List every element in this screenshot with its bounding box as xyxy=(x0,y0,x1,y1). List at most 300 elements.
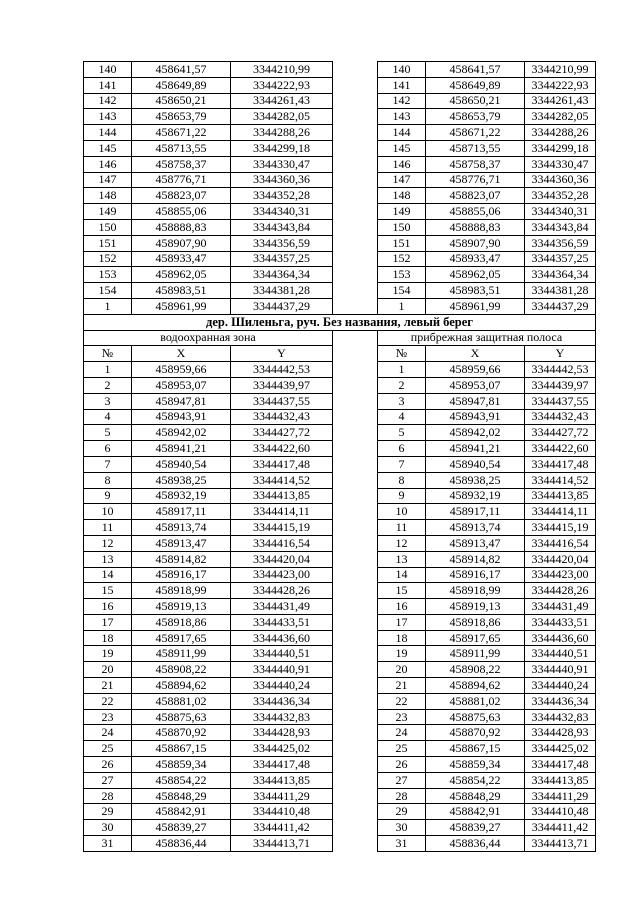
left-y-coordinate: 3344411,29 xyxy=(231,788,333,804)
left-x-coordinate: 458641,57 xyxy=(132,62,231,78)
right-point-number: 146 xyxy=(378,156,426,172)
column-gap xyxy=(333,409,378,425)
left-x-coordinate: 458917,11 xyxy=(132,504,231,520)
right-x-coordinate: 458641,57 xyxy=(426,62,525,78)
right-x-coordinate: 458758,37 xyxy=(426,156,525,172)
left-number-header: № xyxy=(84,346,132,362)
right-y-coordinate: 3344428,93 xyxy=(525,725,596,741)
left-point-number: 30 xyxy=(84,820,132,836)
right-y-coordinate: 3344410,48 xyxy=(525,804,596,820)
right-number-header: № xyxy=(378,346,426,362)
left-y-header: Y xyxy=(231,346,333,362)
column-gap xyxy=(333,172,378,188)
right-x-coordinate: 458918,99 xyxy=(426,583,525,599)
right-y-coordinate: 3344299,18 xyxy=(525,140,596,156)
right-point-number: 18 xyxy=(378,630,426,646)
left-x-coordinate: 458938,25 xyxy=(132,472,231,488)
right-y-coordinate: 3344414,11 xyxy=(525,504,596,520)
right-y-coordinate: 3344423,00 xyxy=(525,567,596,583)
left-point-number: 18 xyxy=(84,630,132,646)
right-x-coordinate: 458918,86 xyxy=(426,614,525,630)
right-x-coordinate: 458875,63 xyxy=(426,709,525,725)
left-y-coordinate: 3344425,02 xyxy=(231,741,333,757)
column-gap xyxy=(333,772,378,788)
right-y-coordinate: 3344381,28 xyxy=(525,283,596,299)
right-y-coordinate: 3344413,71 xyxy=(525,836,596,852)
right-point-number: 150 xyxy=(378,219,426,235)
left-x-coordinate: 458913,74 xyxy=(132,520,231,536)
column-gap xyxy=(333,741,378,757)
right-x-coordinate: 458836,44 xyxy=(426,836,525,852)
left-y-coordinate: 3344437,29 xyxy=(231,298,333,314)
left-y-coordinate: 3344261,43 xyxy=(231,93,333,109)
coordinates-table-body xyxy=(84,62,596,852)
zone-titles-row xyxy=(84,330,596,346)
left-y-coordinate: 3344433,51 xyxy=(231,614,333,630)
left-x-coordinate: 458932,19 xyxy=(132,488,231,504)
table-row xyxy=(84,678,596,694)
right-y-coordinate: 3344439,97 xyxy=(525,377,596,393)
right-x-coordinate: 458823,07 xyxy=(426,188,525,204)
right-x-coordinate: 458911,99 xyxy=(426,646,525,662)
right-y-coordinate: 3344420,04 xyxy=(525,551,596,567)
left-point-number: 19 xyxy=(84,646,132,662)
left-point-number: 6 xyxy=(84,441,132,457)
left-y-coordinate: 3344422,60 xyxy=(231,441,333,457)
column-gap xyxy=(333,425,378,441)
right-point-number: 153 xyxy=(378,267,426,283)
right-x-coordinate: 458962,05 xyxy=(426,267,525,283)
left-point-number: 29 xyxy=(84,804,132,820)
column-gap xyxy=(333,298,378,314)
column-gap xyxy=(333,330,378,346)
table-row xyxy=(84,125,596,141)
column-gap xyxy=(333,204,378,220)
table-row xyxy=(84,551,596,567)
table-row xyxy=(84,520,596,536)
table-row xyxy=(84,535,596,551)
right-point-number: 1 xyxy=(378,362,426,378)
column-gap xyxy=(333,472,378,488)
right-x-coordinate: 458671,22 xyxy=(426,125,525,141)
left-y-coordinate: 3344416,54 xyxy=(231,535,333,551)
right-point-number: 140 xyxy=(378,62,426,78)
table-row xyxy=(84,62,596,78)
left-y-coordinate: 3344413,85 xyxy=(231,772,333,788)
left-point-number: 154 xyxy=(84,283,132,299)
right-point-number: 31 xyxy=(378,836,426,852)
column-gap xyxy=(333,646,378,662)
right-x-coordinate: 458855,06 xyxy=(426,204,525,220)
table-row xyxy=(84,630,596,646)
column-gap xyxy=(333,709,378,725)
left-point-number: 16 xyxy=(84,599,132,615)
left-point-number: 142 xyxy=(84,93,132,109)
left-y-coordinate: 3344210,99 xyxy=(231,62,333,78)
right-x-coordinate: 458649,89 xyxy=(426,77,525,93)
right-x-coordinate: 458959,66 xyxy=(426,362,525,378)
right-x-coordinate: 458940,54 xyxy=(426,456,525,472)
column-gap xyxy=(333,488,378,504)
column-gap xyxy=(333,235,378,251)
left-y-coordinate: 3344414,11 xyxy=(231,504,333,520)
left-y-coordinate: 3344432,43 xyxy=(231,409,333,425)
right-x-coordinate: 458953,07 xyxy=(426,377,525,393)
right-y-coordinate: 3344440,51 xyxy=(525,646,596,662)
right-point-number: 13 xyxy=(378,551,426,567)
left-x-coordinate: 458908,22 xyxy=(132,662,231,678)
right-y-coordinate: 3344282,05 xyxy=(525,109,596,125)
left-y-coordinate: 3344436,34 xyxy=(231,693,333,709)
left-point-number: 4 xyxy=(84,409,132,425)
column-gap xyxy=(333,251,378,267)
right-point-number: 7 xyxy=(378,456,426,472)
column-gap xyxy=(333,125,378,141)
right-y-coordinate: 3344413,85 xyxy=(525,488,596,504)
right-point-number: 5 xyxy=(378,425,426,441)
left-x-coordinate: 458918,99 xyxy=(132,583,231,599)
right-x-coordinate: 458653,79 xyxy=(426,109,525,125)
left-x-coordinate: 458894,62 xyxy=(132,678,231,694)
left-x-coordinate: 458776,71 xyxy=(132,172,231,188)
left-y-coordinate: 3344440,91 xyxy=(231,662,333,678)
left-y-coordinate: 3344423,00 xyxy=(231,567,333,583)
left-x-coordinate: 458653,79 xyxy=(132,109,231,125)
left-y-coordinate: 3344222,93 xyxy=(231,77,333,93)
left-y-coordinate: 3344340,31 xyxy=(231,204,333,220)
right-y-coordinate: 3344364,34 xyxy=(525,267,596,283)
left-y-coordinate: 3344437,55 xyxy=(231,393,333,409)
right-y-coordinate: 3344411,29 xyxy=(525,788,596,804)
right-y-coordinate: 3344428,26 xyxy=(525,583,596,599)
right-x-coordinate: 458650,21 xyxy=(426,93,525,109)
left-y-coordinate: 3344343,84 xyxy=(231,219,333,235)
right-point-number: 8 xyxy=(378,472,426,488)
left-point-number: 23 xyxy=(84,709,132,725)
right-y-coordinate: 3344415,19 xyxy=(525,520,596,536)
column-gap xyxy=(333,804,378,820)
left-y-coordinate: 3344440,51 xyxy=(231,646,333,662)
left-point-number: 153 xyxy=(84,267,132,283)
right-point-number: 11 xyxy=(378,520,426,536)
left-x-coordinate: 458918,86 xyxy=(132,614,231,630)
table-row xyxy=(84,425,596,441)
table-row xyxy=(84,409,596,425)
column-gap xyxy=(333,219,378,235)
column-gap xyxy=(333,614,378,630)
table-row xyxy=(84,504,596,520)
right-y-coordinate: 3344416,54 xyxy=(525,535,596,551)
right-y-coordinate: 3344360,36 xyxy=(525,172,596,188)
table-row xyxy=(84,362,596,378)
left-x-coordinate: 458823,07 xyxy=(132,188,231,204)
column-gap xyxy=(333,725,378,741)
left-y-coordinate: 3344288,26 xyxy=(231,125,333,141)
left-y-coordinate: 3344417,48 xyxy=(231,456,333,472)
table-row xyxy=(84,772,596,788)
right-y-coordinate: 3344431,49 xyxy=(525,599,596,615)
column-gap xyxy=(333,140,378,156)
right-y-coordinate: 3344436,34 xyxy=(525,693,596,709)
right-y-coordinate: 3344352,28 xyxy=(525,188,596,204)
left-x-coordinate: 458914,82 xyxy=(132,551,231,567)
right-point-number: 142 xyxy=(378,93,426,109)
left-y-coordinate: 3344299,18 xyxy=(231,140,333,156)
left-x-coordinate: 458911,99 xyxy=(132,646,231,662)
right-y-header: Y xyxy=(525,346,596,362)
left-y-coordinate: 3344427,72 xyxy=(231,425,333,441)
right-point-number: 22 xyxy=(378,693,426,709)
table-row xyxy=(84,77,596,93)
left-y-coordinate: 3344428,93 xyxy=(231,725,333,741)
left-x-coordinate: 458941,21 xyxy=(132,441,231,457)
coordinates-document xyxy=(83,61,595,852)
right-point-number: 29 xyxy=(378,804,426,820)
right-y-coordinate: 3344330,47 xyxy=(525,156,596,172)
left-y-coordinate: 3344356,59 xyxy=(231,235,333,251)
right-x-coordinate: 458854,22 xyxy=(426,772,525,788)
left-y-coordinate: 3344352,28 xyxy=(231,188,333,204)
right-point-number: 3 xyxy=(378,393,426,409)
left-point-number: 22 xyxy=(84,693,132,709)
left-point-number: 147 xyxy=(84,172,132,188)
left-x-coordinate: 458913,47 xyxy=(132,535,231,551)
column-gap xyxy=(333,109,378,125)
left-x-coordinate: 458881,02 xyxy=(132,693,231,709)
table-row xyxy=(84,219,596,235)
column-gap xyxy=(333,77,378,93)
column-gap xyxy=(333,678,378,694)
left-y-coordinate: 3344428,26 xyxy=(231,583,333,599)
left-x-coordinate: 458942,02 xyxy=(132,425,231,441)
right-x-coordinate: 458913,74 xyxy=(426,520,525,536)
left-x-coordinate: 458758,37 xyxy=(132,156,231,172)
left-point-number: 26 xyxy=(84,757,132,773)
table-row xyxy=(84,820,596,836)
table-row xyxy=(84,188,596,204)
left-point-number: 151 xyxy=(84,235,132,251)
column-gap xyxy=(333,662,378,678)
table-row xyxy=(84,156,596,172)
column-gap xyxy=(333,283,378,299)
left-x-coordinate: 458713,55 xyxy=(132,140,231,156)
table-row xyxy=(84,725,596,741)
column-gap xyxy=(333,188,378,204)
right-y-coordinate: 3344432,43 xyxy=(525,409,596,425)
left-x-coordinate: 458953,07 xyxy=(132,377,231,393)
column-gap xyxy=(333,504,378,520)
left-point-number: 28 xyxy=(84,788,132,804)
left-y-coordinate: 3344420,04 xyxy=(231,551,333,567)
left-x-header: X xyxy=(132,346,231,362)
column-gap xyxy=(333,551,378,567)
column-gap xyxy=(333,362,378,378)
left-x-coordinate: 458943,91 xyxy=(132,409,231,425)
table-row xyxy=(84,109,596,125)
right-y-coordinate: 3344417,48 xyxy=(525,757,596,773)
column-gap xyxy=(333,456,378,472)
right-x-coordinate: 458894,62 xyxy=(426,678,525,694)
left-point-number: 5 xyxy=(84,425,132,441)
right-x-coordinate: 458713,55 xyxy=(426,140,525,156)
column-gap xyxy=(333,62,378,78)
table-row xyxy=(84,140,596,156)
right-x-coordinate: 458870,92 xyxy=(426,725,525,741)
right-point-number: 6 xyxy=(378,441,426,457)
table-row xyxy=(84,267,596,283)
right-y-coordinate: 3344343,84 xyxy=(525,219,596,235)
right-point-number: 20 xyxy=(378,662,426,678)
right-x-coordinate: 458842,91 xyxy=(426,804,525,820)
left-x-coordinate: 458848,29 xyxy=(132,788,231,804)
right-zone-title: прибрежная защитная полоса xyxy=(378,330,596,346)
right-y-coordinate: 3344440,91 xyxy=(525,662,596,678)
right-point-number: 9 xyxy=(378,488,426,504)
right-point-number: 4 xyxy=(378,409,426,425)
column-gap xyxy=(333,535,378,551)
table-row xyxy=(84,788,596,804)
right-x-header: X xyxy=(426,346,525,362)
right-y-coordinate: 3344417,48 xyxy=(525,456,596,472)
right-x-coordinate: 458916,17 xyxy=(426,567,525,583)
column-gap xyxy=(333,441,378,457)
table-row xyxy=(84,283,596,299)
right-y-coordinate: 3344436,60 xyxy=(525,630,596,646)
table-row xyxy=(84,567,596,583)
right-x-coordinate: 458888,83 xyxy=(426,219,525,235)
right-x-coordinate: 458917,11 xyxy=(426,504,525,520)
left-y-coordinate: 3344415,19 xyxy=(231,520,333,536)
left-point-number: 21 xyxy=(84,678,132,694)
left-point-number: 13 xyxy=(84,551,132,567)
left-x-coordinate: 458839,27 xyxy=(132,820,231,836)
left-point-number: 146 xyxy=(84,156,132,172)
left-point-number: 140 xyxy=(84,62,132,78)
column-gap xyxy=(333,630,378,646)
table-row xyxy=(84,456,596,472)
right-y-coordinate: 3344437,29 xyxy=(525,298,596,314)
left-point-number: 24 xyxy=(84,725,132,741)
right-y-coordinate: 3344288,26 xyxy=(525,125,596,141)
section-title: дер. Шиленьга, руч. Без названия, левый берег xyxy=(84,314,596,330)
column-gap xyxy=(333,693,378,709)
left-point-number: 31 xyxy=(84,836,132,852)
right-x-coordinate: 458917,65 xyxy=(426,630,525,646)
right-point-number: 147 xyxy=(378,172,426,188)
right-y-coordinate: 3344414,52 xyxy=(525,472,596,488)
left-point-number: 20 xyxy=(84,662,132,678)
right-x-coordinate: 458914,82 xyxy=(426,551,525,567)
left-point-number: 25 xyxy=(84,741,132,757)
right-point-number: 19 xyxy=(378,646,426,662)
right-x-coordinate: 458938,25 xyxy=(426,472,525,488)
right-point-number: 21 xyxy=(378,678,426,694)
left-point-number: 145 xyxy=(84,140,132,156)
right-x-coordinate: 458907,90 xyxy=(426,235,525,251)
left-x-coordinate: 458842,91 xyxy=(132,804,231,820)
left-x-coordinate: 458671,22 xyxy=(132,125,231,141)
right-point-number: 28 xyxy=(378,788,426,804)
left-x-coordinate: 458867,15 xyxy=(132,741,231,757)
left-point-number: 141 xyxy=(84,77,132,93)
left-y-coordinate: 3344439,97 xyxy=(231,377,333,393)
right-y-coordinate: 3344357,25 xyxy=(525,251,596,267)
right-y-coordinate: 3344433,51 xyxy=(525,614,596,630)
left-y-coordinate: 3344440,24 xyxy=(231,678,333,694)
left-y-coordinate: 3344414,52 xyxy=(231,472,333,488)
left-y-coordinate: 3344410,48 xyxy=(231,804,333,820)
right-point-number: 17 xyxy=(378,614,426,630)
right-x-coordinate: 458943,91 xyxy=(426,409,525,425)
left-x-coordinate: 458983,51 xyxy=(132,283,231,299)
left-y-coordinate: 3344417,48 xyxy=(231,757,333,773)
column-gap xyxy=(333,788,378,804)
table-row xyxy=(84,836,596,852)
table-row xyxy=(84,393,596,409)
right-y-coordinate: 3344411,42 xyxy=(525,820,596,836)
table-row xyxy=(84,172,596,188)
column-gap xyxy=(333,599,378,615)
right-x-coordinate: 458859,34 xyxy=(426,757,525,773)
right-y-coordinate: 3344442,53 xyxy=(525,362,596,378)
left-x-coordinate: 458836,44 xyxy=(132,836,231,852)
table-row xyxy=(84,298,596,314)
column-gap xyxy=(333,377,378,393)
left-point-number: 144 xyxy=(84,125,132,141)
left-point-number: 3 xyxy=(84,393,132,409)
left-point-number: 10 xyxy=(84,504,132,520)
column-gap xyxy=(333,520,378,536)
right-y-coordinate: 3344340,31 xyxy=(525,204,596,220)
left-point-number: 8 xyxy=(84,472,132,488)
coordinates-table xyxy=(83,61,596,852)
table-row xyxy=(84,804,596,820)
column-gap xyxy=(333,836,378,852)
right-y-coordinate: 3344440,24 xyxy=(525,678,596,694)
right-point-number: 26 xyxy=(378,757,426,773)
table-row xyxy=(84,441,596,457)
left-point-number: 27 xyxy=(84,772,132,788)
column-gap xyxy=(333,156,378,172)
right-y-coordinate: 3344425,02 xyxy=(525,741,596,757)
left-point-number: 152 xyxy=(84,251,132,267)
table-row xyxy=(84,583,596,599)
left-x-coordinate: 458907,90 xyxy=(132,235,231,251)
left-point-number: 1 xyxy=(84,298,132,314)
left-y-coordinate: 3344413,71 xyxy=(231,836,333,852)
right-point-number: 152 xyxy=(378,251,426,267)
left-point-number: 150 xyxy=(84,219,132,235)
table-row xyxy=(84,757,596,773)
right-y-coordinate: 3344422,60 xyxy=(525,441,596,457)
right-x-coordinate: 458983,51 xyxy=(426,283,525,299)
left-point-number: 12 xyxy=(84,535,132,551)
right-point-number: 24 xyxy=(378,725,426,741)
table-row xyxy=(84,693,596,709)
left-x-coordinate: 458947,81 xyxy=(132,393,231,409)
table-row xyxy=(84,709,596,725)
column-gap xyxy=(333,267,378,283)
right-point-number: 14 xyxy=(378,567,426,583)
right-point-number: 23 xyxy=(378,709,426,725)
right-point-number: 145 xyxy=(378,140,426,156)
table-row xyxy=(84,741,596,757)
right-point-number: 154 xyxy=(378,283,426,299)
right-y-coordinate: 3344356,59 xyxy=(525,235,596,251)
left-y-coordinate: 3344360,36 xyxy=(231,172,333,188)
left-y-coordinate: 3344442,53 xyxy=(231,362,333,378)
section-title-row xyxy=(84,314,596,330)
